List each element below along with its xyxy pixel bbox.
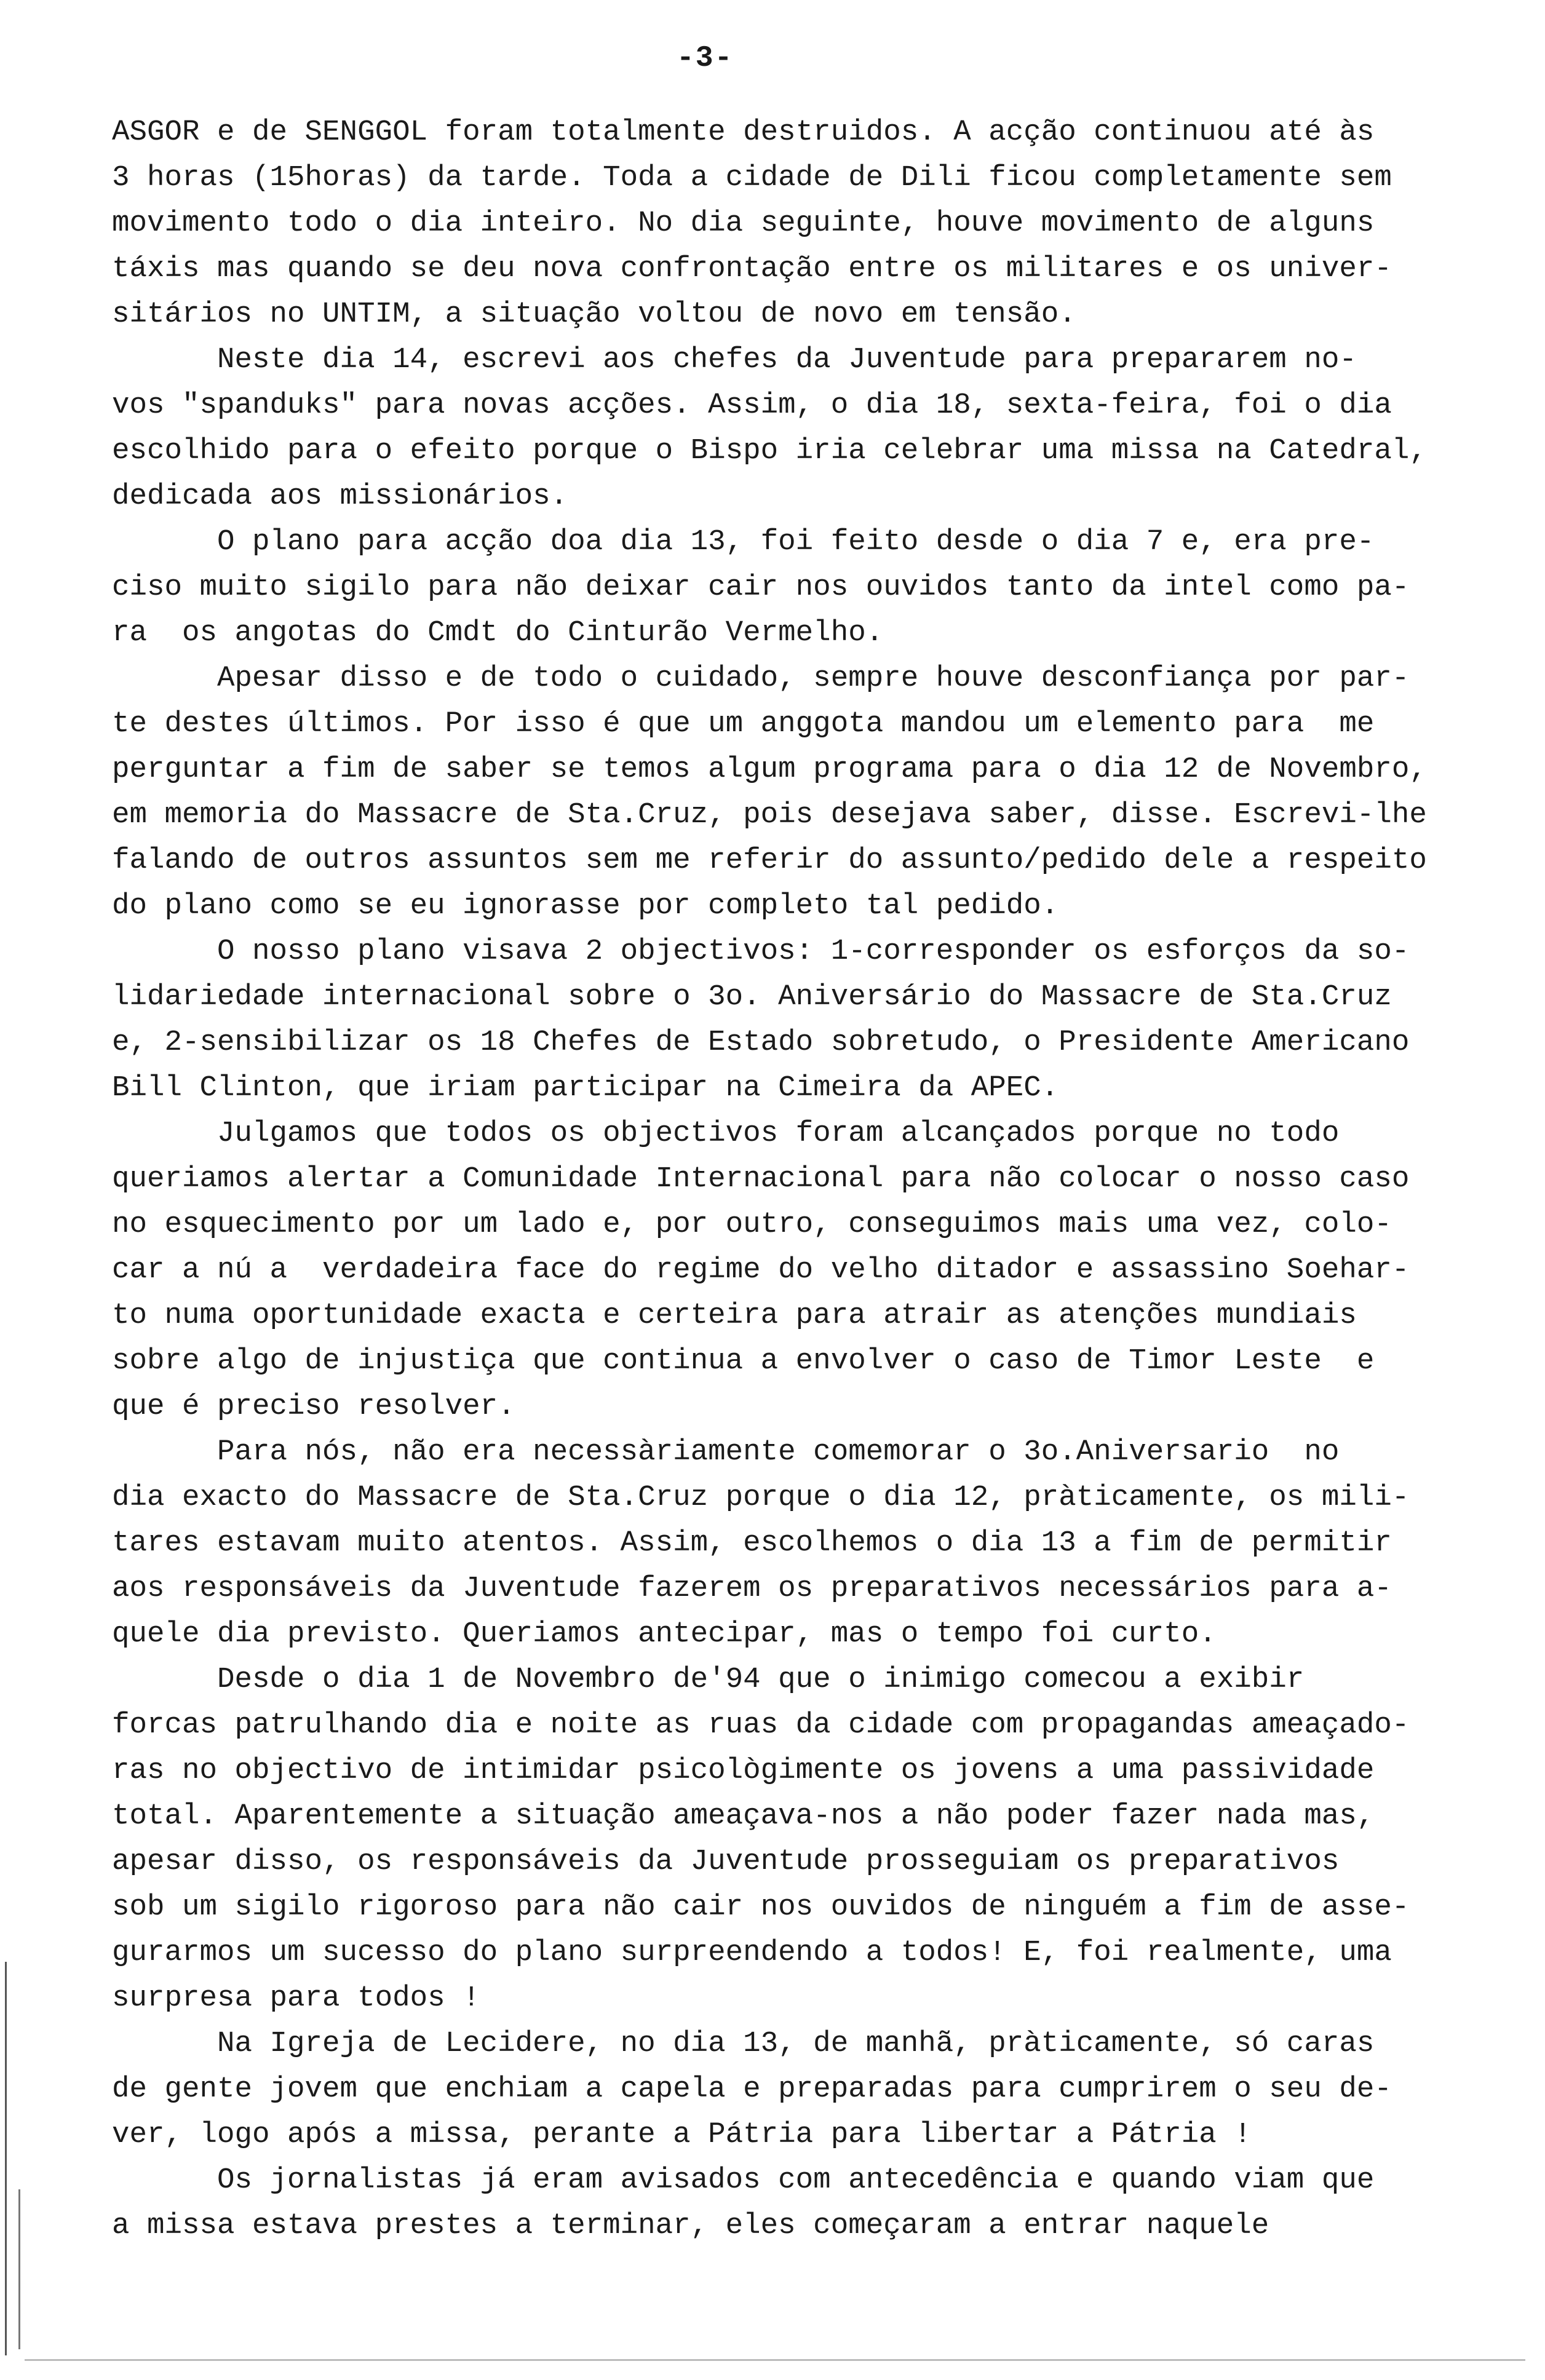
page-number: -3- xyxy=(677,42,734,75)
text-line: Neste dia 14, escrevi aos chefes da Juventude para prepararem no- xyxy=(112,343,1357,376)
text-line: Bill Clinton, que iriam participar na Cimeira da APEC. xyxy=(112,1071,1059,1105)
text-line: sobre algo de injustiça que continua a envolver o caso de Timor Leste e xyxy=(112,1344,1375,1378)
text-line: sob um sigilo rigoroso para não cair nos ouvidos de ninguém a fim de asse- xyxy=(112,1890,1410,1924)
text-line: Para nós, não era necessàriamente comemorar o 3o.Aniversario no xyxy=(112,1435,1340,1469)
text-line: a missa estava prestes a terminar, eles começaram a entrar naquele xyxy=(112,2209,1269,2242)
text-line: Na Igreja de Lecidere, no dia 13, de manhã, pràticamente, só caras xyxy=(112,2027,1375,2060)
text-line: dia exacto do Massacre de Sta.Cruz porque o dia 12, pràticamente, os mili- xyxy=(112,1481,1410,1514)
scan-bottom-edge xyxy=(25,2359,1525,2361)
text-line: de gente jovem que enchiam a capela e preparadas para cumprirem o seu de- xyxy=(112,2073,1392,2106)
text-line: do plano como se eu ignorasse por completo tal pedido. xyxy=(112,889,1059,922)
text-line: escolhido para o efeito porque o Bispo iria celebrar uma missa na Catedral, xyxy=(112,434,1427,467)
text-line: surpresa para todos ! xyxy=(112,1981,480,2015)
scan-margin-line xyxy=(5,1962,7,2355)
scan-margin-line xyxy=(18,2189,20,2349)
text-line: sitários no UNTIM, a situação voltou de novo em tensão. xyxy=(112,298,1076,331)
text-line: quele dia previsto. Queriamos antecipar, mas o tempo foi curto. xyxy=(112,1617,1217,1651)
text-line: O nosso plano visava 2 objectivos: 1-corresponder os esforços da so- xyxy=(112,935,1410,968)
text-line: ra os angotas do Cmdt do Cinturão Vermelho. xyxy=(112,616,884,649)
text-line: aos responsáveis da Juventude fazerem os preparativos necessários para a- xyxy=(112,1572,1392,1605)
text-line: Apesar disso e de todo o cuidado, sempre houve desconfiança por par- xyxy=(112,662,1410,695)
text-line: total. Aparentemente a situação ameaçava-nos a não poder fazer nada mas, xyxy=(112,1799,1375,1833)
text-line: car a nú a verdadeira face do regime do velho ditador e assassino Soehar- xyxy=(112,1253,1410,1287)
text-line: tares estavam muito atentos. Assim, escolhemos o dia 13 a fim de permitir xyxy=(112,1526,1392,1560)
text-line: Os jornalistas já eram avisados com antecedência e quando viam que xyxy=(112,2164,1375,2197)
text-line: queriamos alertar a Comunidade Internacional para não colocar o nosso caso xyxy=(112,1162,1410,1196)
text-line: lidariedade internacional sobre o 3o. Aniversário do Massacre de Sta.Cruz xyxy=(112,980,1392,1013)
text-line: dedicada aos missionários. xyxy=(112,480,568,513)
text-line: vos "spanduks" para novas acções. Assim, o dia 18, sexta-feira, foi o dia xyxy=(112,389,1392,422)
text-line: O plano para acção doa dia 13, foi feito desde o dia 7 e, era pre- xyxy=(112,525,1375,558)
text-line: movimento todo o dia inteiro. No dia seguinte, houve movimento de alguns xyxy=(112,207,1375,240)
text-line: Desde o dia 1 de Novembro de'94 que o inimigo comecou a exibir xyxy=(112,1663,1305,1696)
text-line: apesar disso, os responsáveis da Juventude prosseguiam os preparativos xyxy=(112,1845,1340,1878)
text-line: forcas patrulhando dia e noite as ruas da cidade com propagandas ameaçado- xyxy=(112,1708,1410,1742)
body-text xyxy=(112,109,1471,2248)
text-line: ver, logo após a missa, perante a Pátria para libertar a Pátria ! xyxy=(112,2118,1252,2151)
text-line: gurarmos um sucesso do plano surpreendendo a todos! E, foi realmente, uma xyxy=(112,1936,1392,1969)
text-line: e, 2-sensibilizar os 18 Chefes de Estado sobretudo, o Presidente Americano xyxy=(112,1026,1410,1059)
text-line: ras no objectivo de intimidar psicològimente os jovens a uma passividade xyxy=(112,1754,1375,1787)
text-line: 3 horas (15horas) da tarde. Toda a cidade de Dili ficou completamente sem xyxy=(112,161,1392,194)
text-line: em memoria do Massacre de Sta.Cruz, pois desejava saber, disse. Escrevi-lhe xyxy=(112,798,1427,831)
text-line: to numa oportunidade exacta e certeira para atrair as atenções mundiais xyxy=(112,1299,1357,1332)
text-line: ASGOR e de SENGGOL foram totalmente destruidos. A acção continuou até às xyxy=(112,116,1375,149)
text-line: perguntar a fim de saber se temos algum programa para o dia 12 de Novembro, xyxy=(112,753,1427,786)
text-line: táxis mas quando se deu nova confrontação entre os militares e os univer- xyxy=(112,252,1392,285)
text-line: no esquecimento por um lado e, por outro, conseguimos mais uma vez, colo- xyxy=(112,1208,1392,1241)
text-line: que é preciso resolver. xyxy=(112,1390,515,1423)
text-line: te destes últimos. Por isso é que um anggota mandou um elemento para me xyxy=(112,707,1375,740)
text-line: falando de outros assuntos sem me referir do assunto/pedido dele a respeito xyxy=(112,844,1427,877)
text-line: Julgamos que todos os objectivos foram alcançados porque no todo xyxy=(112,1117,1340,1150)
text-line: ciso muito sigilo para não deixar cair nos ouvidos tanto da intel como pa- xyxy=(112,571,1410,604)
